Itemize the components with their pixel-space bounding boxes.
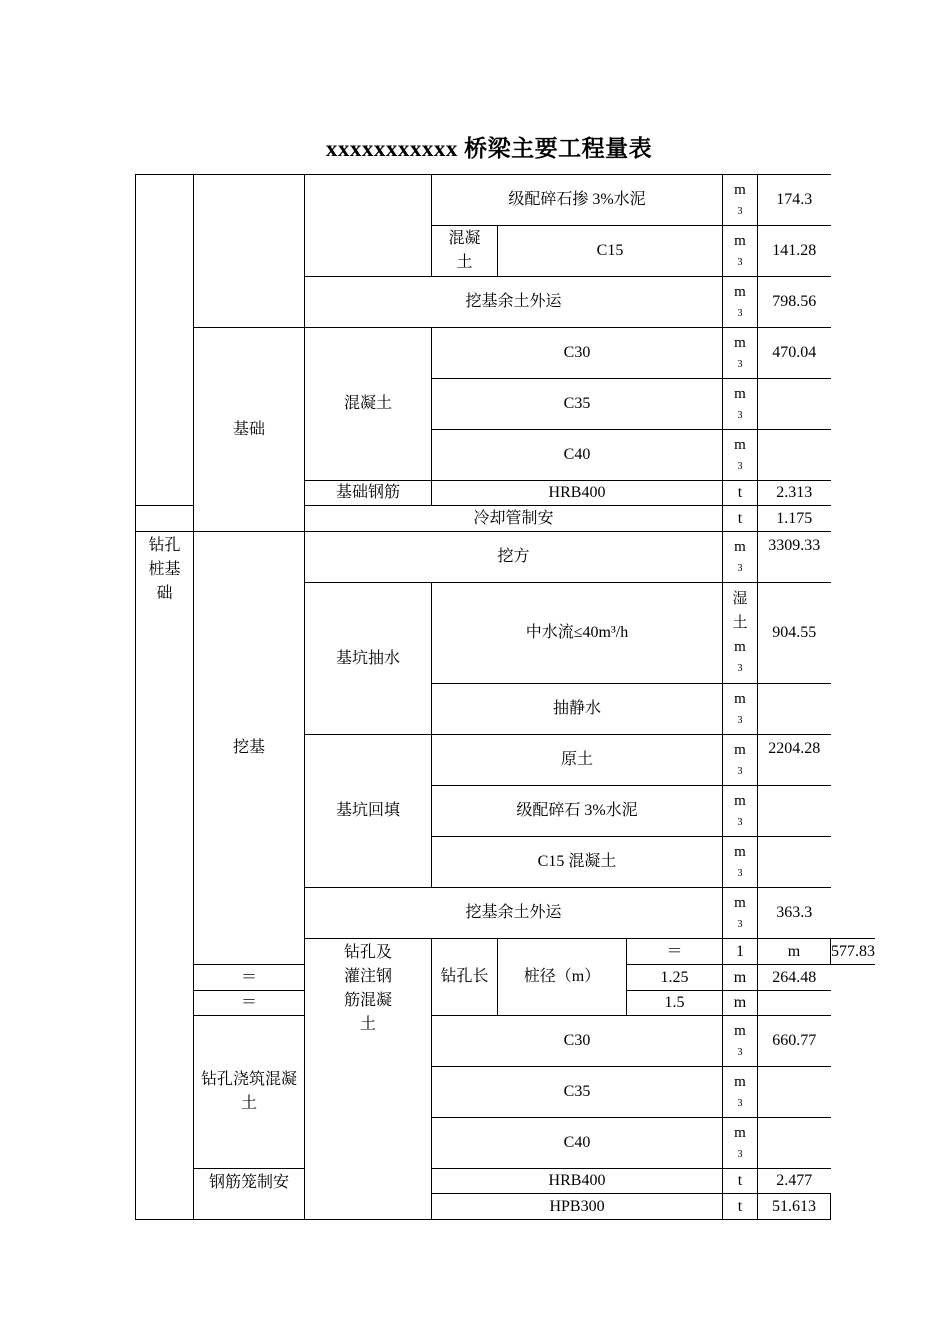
value-cell: 2.313 xyxy=(758,481,831,506)
value-cell: 141.28 xyxy=(758,226,831,277)
item-cell: C35 xyxy=(432,379,723,430)
value-cell xyxy=(758,786,831,837)
value-cell: 904.55 xyxy=(758,583,831,684)
item-cell: C15 混凝土 xyxy=(432,837,723,888)
table-row xyxy=(136,175,876,226)
equals-cell: ＝ xyxy=(194,991,305,1016)
page-title: xxxxxxxxxxx 桥梁主要工程量表 xyxy=(325,136,653,161)
value-cell xyxy=(758,991,831,1016)
unit-cell: m 3 xyxy=(723,430,758,481)
quantity-table xyxy=(135,174,875,1220)
value-cell: 2.477 xyxy=(758,1169,831,1194)
section-label: 钻孔及灌注钢筋混凝土 xyxy=(305,939,432,1220)
item-cell: 抽静水 xyxy=(432,684,723,735)
unit-cell: m 3 xyxy=(723,1016,758,1067)
value-cell: 3309.33 xyxy=(758,532,831,583)
value-cell: 577.83 xyxy=(831,939,876,965)
unit-cell: 湿 土 m 3 xyxy=(723,583,758,684)
value-cell xyxy=(758,379,831,430)
subsection-label: 基础钢筋 xyxy=(305,481,432,506)
diameter-value: 1.25 xyxy=(627,965,723,991)
diameter-label: 桩径（m） xyxy=(498,939,627,1016)
value-cell: 470.04 xyxy=(758,328,831,379)
value-cell: 51.613 xyxy=(758,1194,831,1220)
unit-cell: m 3 xyxy=(723,684,758,735)
section-label: 挖基 xyxy=(194,532,305,965)
item-cell: C30 xyxy=(432,328,723,379)
value-cell xyxy=(758,684,831,735)
item-cell: 挖基余土外运 xyxy=(305,277,723,328)
equals-cell: ＝ xyxy=(194,965,305,991)
category-cell-blank xyxy=(136,506,194,532)
item-cell: C30 xyxy=(432,1016,723,1067)
table-row xyxy=(136,532,876,583)
diameter-value: 1.5 xyxy=(627,991,723,1016)
subsection-label: 钻孔浇筑混凝土 xyxy=(194,1016,305,1169)
diameter-value: 1 xyxy=(723,939,758,965)
item-cell: 冷却管制安 xyxy=(305,506,723,532)
value-cell: 2204.28 xyxy=(758,735,831,786)
subsection-label: 钢筋笼制安 xyxy=(194,1169,305,1220)
item-cell: 原土 xyxy=(432,735,723,786)
equals-cell: ＝ xyxy=(627,939,723,965)
item-cell: C15 xyxy=(498,226,723,277)
section-label: 基础 xyxy=(194,328,305,532)
unit-cell: m xyxy=(723,965,758,991)
unit-cell: m 3 xyxy=(723,175,758,226)
subsection-label: 混凝土 xyxy=(305,328,432,481)
item-cell: HRB400 xyxy=(432,481,723,506)
value-cell xyxy=(758,1067,831,1118)
value-cell xyxy=(758,430,831,481)
value-cell: 660.77 xyxy=(758,1016,831,1067)
table-row xyxy=(136,1169,876,1194)
value-cell: 264.48 xyxy=(758,965,831,991)
item-cell: C40 xyxy=(432,1118,723,1169)
unit-cell: m 3 xyxy=(723,277,758,328)
unit-cell: t xyxy=(723,506,758,532)
unit-cell: m 3 xyxy=(723,735,758,786)
unit-cell: m 3 xyxy=(723,1067,758,1118)
unit-cell: t xyxy=(723,1169,758,1194)
subsection-label: 基坑抽水 xyxy=(305,583,432,735)
item-cell: 中水流≤40m³/h xyxy=(432,583,723,684)
section-cell-blank xyxy=(194,175,305,328)
unit-cell: m xyxy=(758,939,831,965)
category-cell-blank xyxy=(136,175,194,506)
unit-cell: m 3 xyxy=(723,328,758,379)
sub-label-cell: 混凝土 xyxy=(432,226,498,277)
item-cell: 挖方 xyxy=(305,532,723,583)
unit-cell: m 3 xyxy=(723,888,758,939)
subsection-cell-blank xyxy=(305,175,432,277)
item-cell: C35 xyxy=(432,1067,723,1118)
value-cell xyxy=(758,1118,831,1169)
item-cell: HPB300 xyxy=(432,1194,723,1220)
value-cell: 363.3 xyxy=(758,888,831,939)
unit-cell: t xyxy=(723,481,758,506)
item-cell: 级配碎石掺 3%水泥 xyxy=(432,175,723,226)
unit-cell: m 3 xyxy=(723,226,758,277)
value-cell xyxy=(758,837,831,888)
table-row xyxy=(136,328,876,379)
value-cell: 1.175 xyxy=(758,506,831,532)
item-cell: HRB400 xyxy=(432,1169,723,1194)
item-cell: C40 xyxy=(432,430,723,481)
subsection-label: 钻孔长 xyxy=(432,939,498,1016)
table-row xyxy=(136,1016,876,1067)
subsection-label: 基坑回填 xyxy=(305,735,432,888)
unit-cell: m 3 xyxy=(723,532,758,583)
unit-cell: t xyxy=(723,1194,758,1220)
unit-cell: m 3 xyxy=(723,837,758,888)
item-cell: 挖基余土外运 xyxy=(305,888,723,939)
value-cell: 798.56 xyxy=(758,277,831,328)
unit-cell: m 3 xyxy=(723,786,758,837)
item-cell: 级配碎石 3%水泥 xyxy=(432,786,723,837)
unit-cell: m 3 xyxy=(723,1118,758,1169)
value-cell: 174.3 xyxy=(758,175,831,226)
unit-cell: m xyxy=(723,991,758,1016)
category-label: 钻孔桩基础 xyxy=(136,532,194,1220)
unit-cell: m 3 xyxy=(723,379,758,430)
